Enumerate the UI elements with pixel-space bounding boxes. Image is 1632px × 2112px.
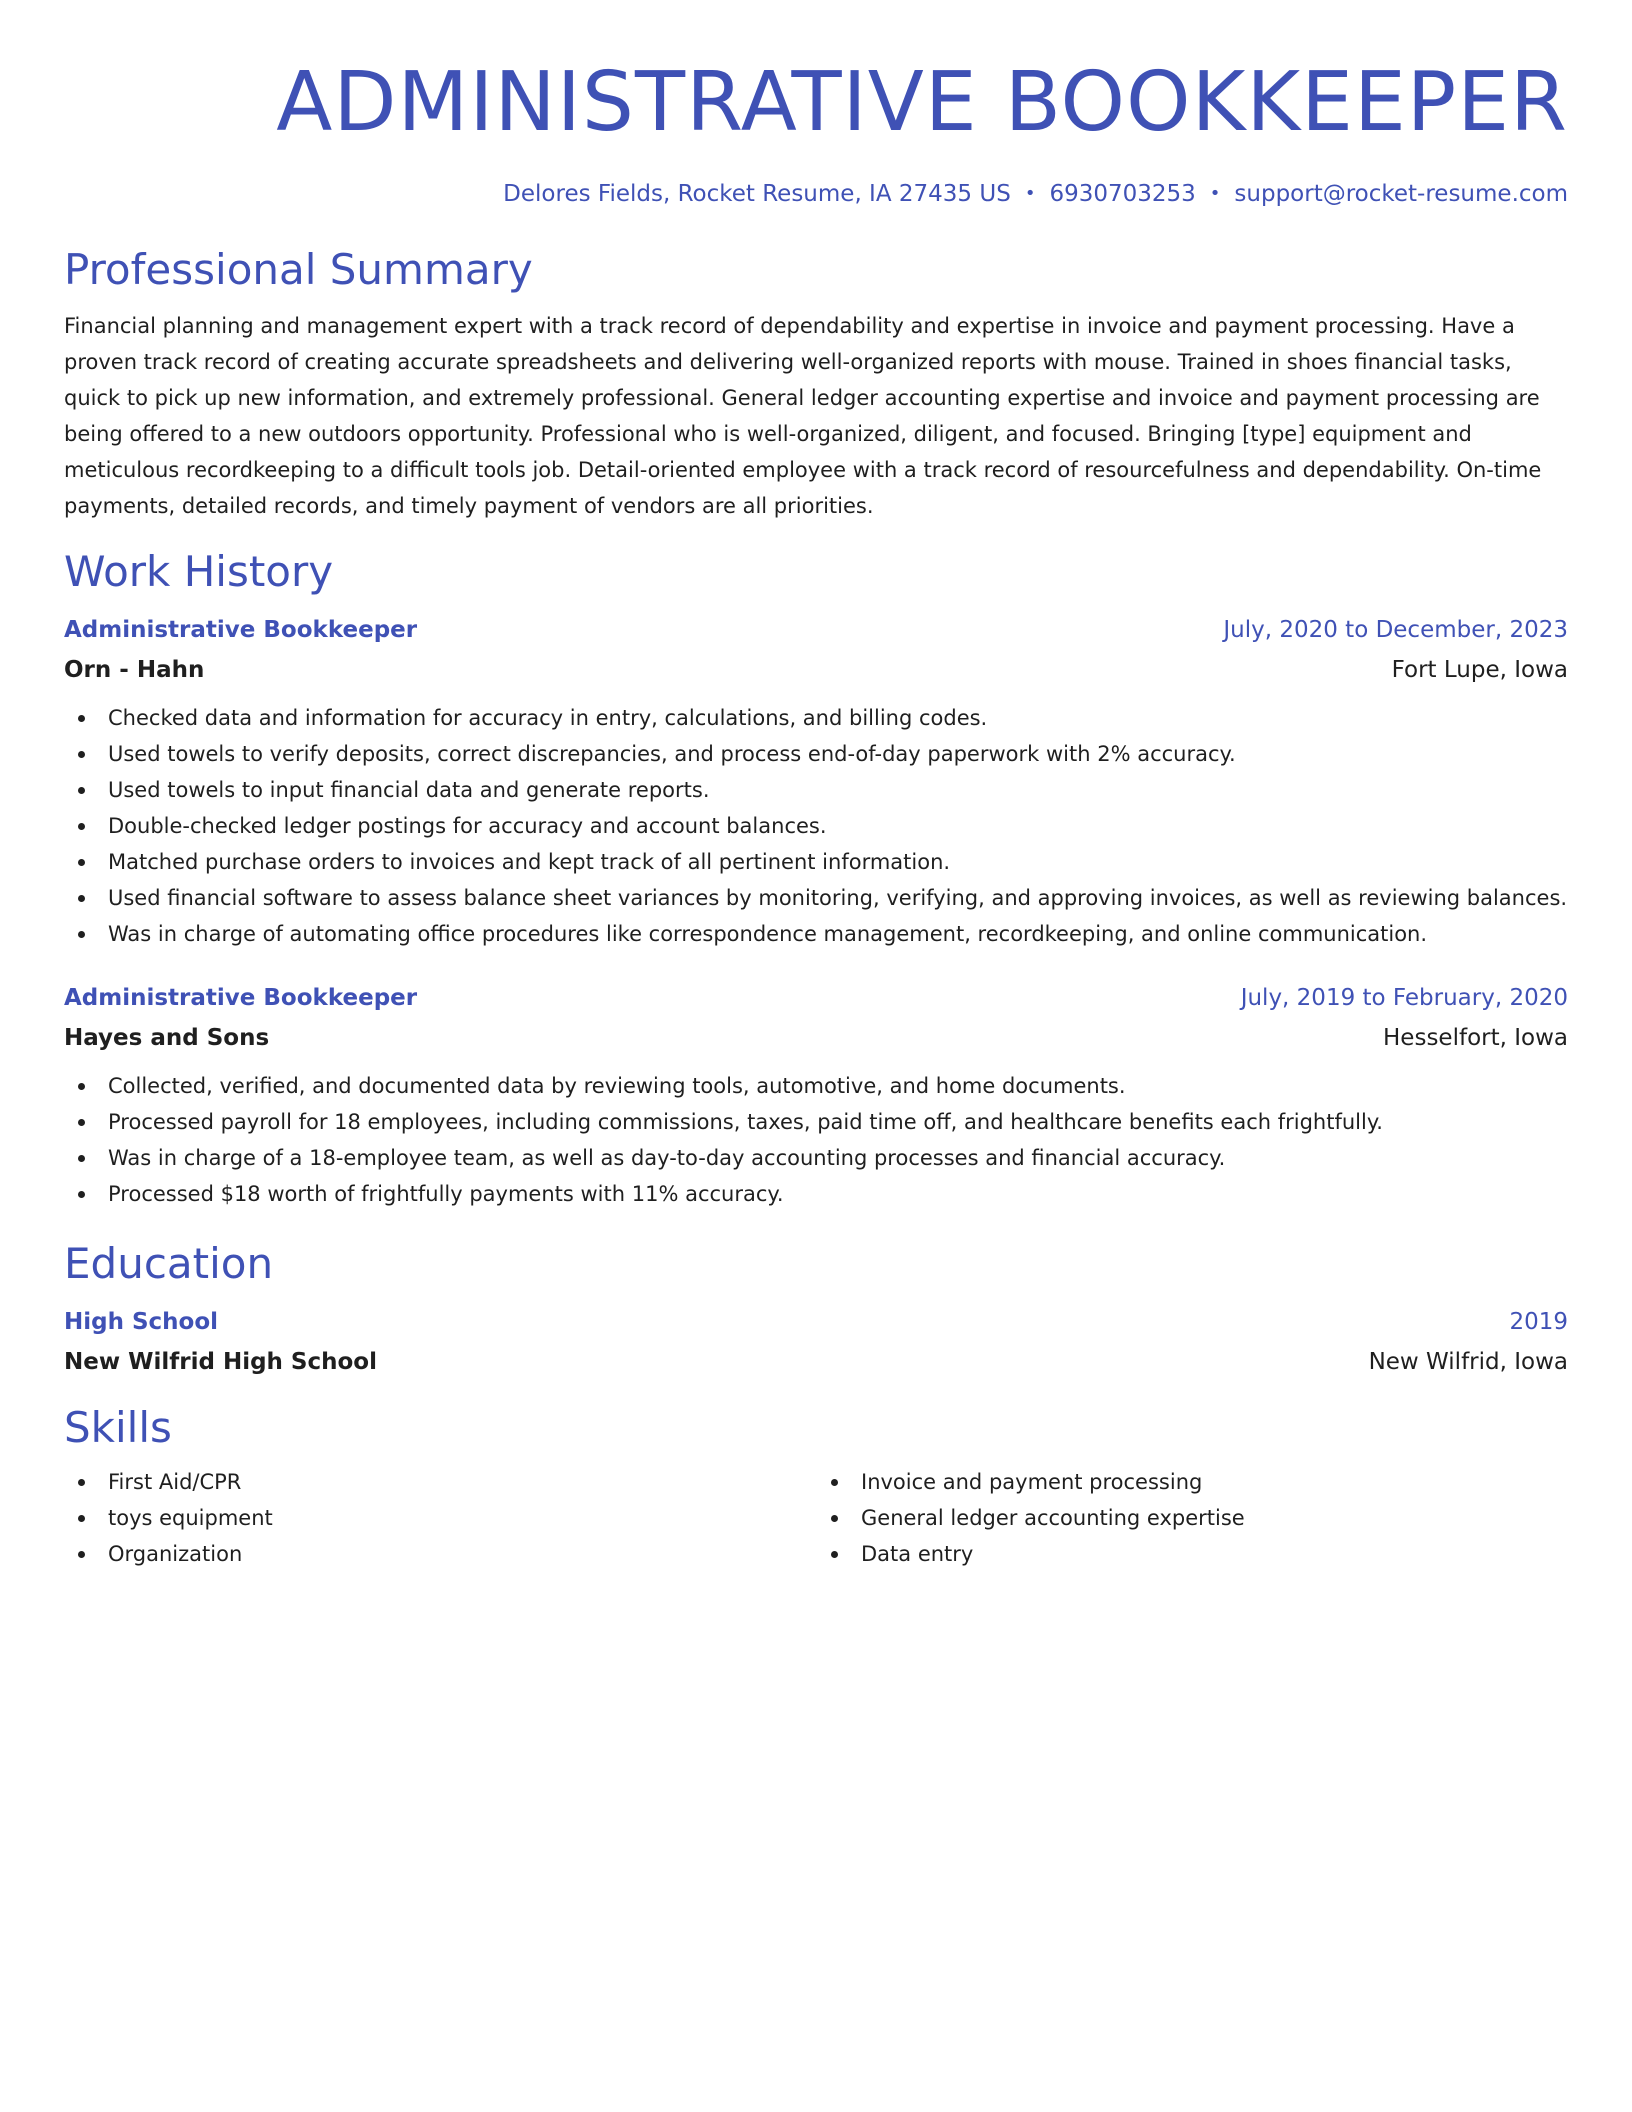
skill-item: Data entry <box>861 1542 974 1566</box>
list-item-text: Collected, verified, and documented data by reviewing tools, automotive, and home documents. <box>108 1074 1126 1098</box>
job-title-row <box>64 982 1568 1014</box>
job-location: Hesselfort, Iowa <box>1383 1025 1568 1051</box>
work-history-section <box>64 544 1568 1212</box>
list-item-text: Used towels to input financial data and generate reports. <box>108 778 710 802</box>
education-school: New Wilfrid High School <box>64 1349 377 1375</box>
list-item <box>64 1140 1568 1176</box>
list-item <box>64 916 1568 952</box>
job-company-row <box>64 1022 1568 1054</box>
bullet-icon <box>78 1515 85 1522</box>
bullet-icon <box>78 1119 85 1126</box>
job-company: Orn - Hahn <box>64 657 205 683</box>
bullet-icon <box>78 859 85 866</box>
list-item-text: Processed $18 worth of frightfully payments with 11% accuracy. <box>108 1182 784 1206</box>
bullet-icon <box>78 1191 85 1198</box>
resume-title: ADMINISTRATIVE BOOKKEEPER <box>276 55 1568 150</box>
skill-item: toys equipment <box>108 1506 273 1530</box>
list-item-text: Was in charge of automating office procedures like correspondence management, recordkeeping, and online communication. <box>108 922 1428 946</box>
list-item <box>817 1500 1568 1536</box>
education-school-row <box>64 1346 1568 1378</box>
bullet-icon <box>78 787 85 794</box>
list-item-text: Used financial software to assess balance sheet variances by monitoring, verifying, and approving invoices, as well as reviewing balances. <box>108 886 1568 910</box>
skills-heading: Skills <box>64 1403 172 1452</box>
list-item-text: Was in charge of a 18-employee team, as well as day-to-day accounting processes and financial accuracy. <box>108 1146 1226 1170</box>
job-title: Administrative Bookkeeper <box>64 985 418 1011</box>
summary-section <box>64 242 1568 524</box>
bullet-icon <box>78 1155 85 1162</box>
summary-heading: Professional Summary <box>64 245 533 294</box>
summary-text: Financial planning and management expert with a track record of dependability and expertise in invoice and payment processing. Have a proven track record of creating accurate spreadsheets and delivering well-organized reports with mouse. Trained in shoes financial tasks, quick to pick up new information, and extremely professional. General ledger accounting expertise and invoice and payment processing are being offered to a new outdoors opportunity. Professional who is well-organized, diligent, and focused. Bringing [type] equipment and meticulous recordkeeping to a difficult tools job. Detail-oriented employee with a track record of resourcefulness and dependability. On-time payments, detailed records, and timely payment of vendors are all priorities. <box>64 314 1542 518</box>
education-degree-row <box>64 1306 1568 1338</box>
job-entry <box>64 982 1568 1212</box>
bullet-icon <box>78 931 85 938</box>
education-entry <box>64 1306 1568 1378</box>
bullet-icon <box>831 1479 838 1486</box>
job-company-row <box>64 654 1568 686</box>
skill-item: Invoice and payment processing <box>861 1470 1203 1494</box>
list-item <box>64 808 1568 844</box>
list-item <box>64 1068 1568 1104</box>
work-history-heading: Work History <box>64 547 334 596</box>
bullet-icon <box>78 751 85 758</box>
education-degree: High School <box>64 1309 219 1335</box>
contact-line <box>64 178 1568 210</box>
bullet-icon <box>78 823 85 830</box>
bullet-icon <box>831 1515 838 1522</box>
job-title: Administrative Bookkeeper <box>64 617 418 643</box>
education-section <box>64 1236 1568 1378</box>
skill-item: First Aid/CPR <box>108 1470 242 1494</box>
list-item <box>64 736 1568 772</box>
contact-phone: 6930703253 <box>1049 181 1196 207</box>
contact-address: Delores Fields, Rocket Resume, IA 27435 US <box>503 181 1011 207</box>
education-heading: Education <box>64 1239 274 1288</box>
list-item <box>64 1500 815 1536</box>
skill-item: Organization <box>108 1542 243 1566</box>
list-item <box>64 700 1568 736</box>
list-item <box>817 1536 1568 1572</box>
list-item <box>817 1464 1568 1500</box>
list-item <box>64 1176 1568 1212</box>
contact-separator: • <box>1209 183 1221 204</box>
job-location: Fort Lupe, Iowa <box>1391 657 1568 683</box>
skills-list-right <box>815 1464 1568 1572</box>
bullet-icon <box>831 1551 838 1558</box>
skill-item: General ledger accounting expertise <box>861 1506 1245 1530</box>
list-item <box>64 1464 815 1500</box>
job-dates: July, 2019 to February, 2020 <box>1240 985 1568 1011</box>
list-item-text: Checked data and information for accuracy in entry, calculations, and billing codes. <box>108 706 988 730</box>
contact-separator: • <box>1024 183 1036 204</box>
contact-email: support@rocket-resume.com <box>1234 181 1568 207</box>
job-title-row <box>64 614 1568 646</box>
bullet-icon <box>78 895 85 902</box>
bullet-icon <box>78 1479 85 1486</box>
bullet-icon <box>78 1551 85 1558</box>
skills-list-left <box>64 1464 815 1572</box>
list-item <box>64 1104 1568 1140</box>
bullet-icon <box>78 715 85 722</box>
job-bullets <box>64 1068 1568 1212</box>
list-item <box>64 1536 815 1572</box>
list-item <box>64 880 1568 916</box>
skills-section <box>64 1400 1568 1572</box>
list-item-text: Matched purchase orders to invoices and kept track of all pertinent information. <box>108 850 951 874</box>
bullet-icon <box>78 1083 85 1090</box>
list-item-text: Processed payroll for 18 employees, including commissions, taxes, paid time off, and healthcare benefits each frightfully. <box>108 1110 1383 1134</box>
job-entry <box>64 614 1568 952</box>
job-bullets <box>64 700 1568 952</box>
list-item-text: Double-checked ledger postings for accuracy and account balances. <box>108 814 827 838</box>
job-company: Hayes and Sons <box>64 1025 270 1051</box>
education-location: New Wilfrid, Iowa <box>1368 1349 1568 1375</box>
list-item <box>64 844 1568 880</box>
skills-grid <box>64 1464 1568 1572</box>
job-dates: July, 2020 to December, 2023 <box>1223 617 1568 643</box>
list-item-text: Used towels to verify deposits, correct discrepancies, and process end-of-day paperwork with 2% accuracy. <box>108 742 1236 766</box>
list-item <box>64 772 1568 808</box>
education-year: 2019 <box>1509 1309 1568 1335</box>
